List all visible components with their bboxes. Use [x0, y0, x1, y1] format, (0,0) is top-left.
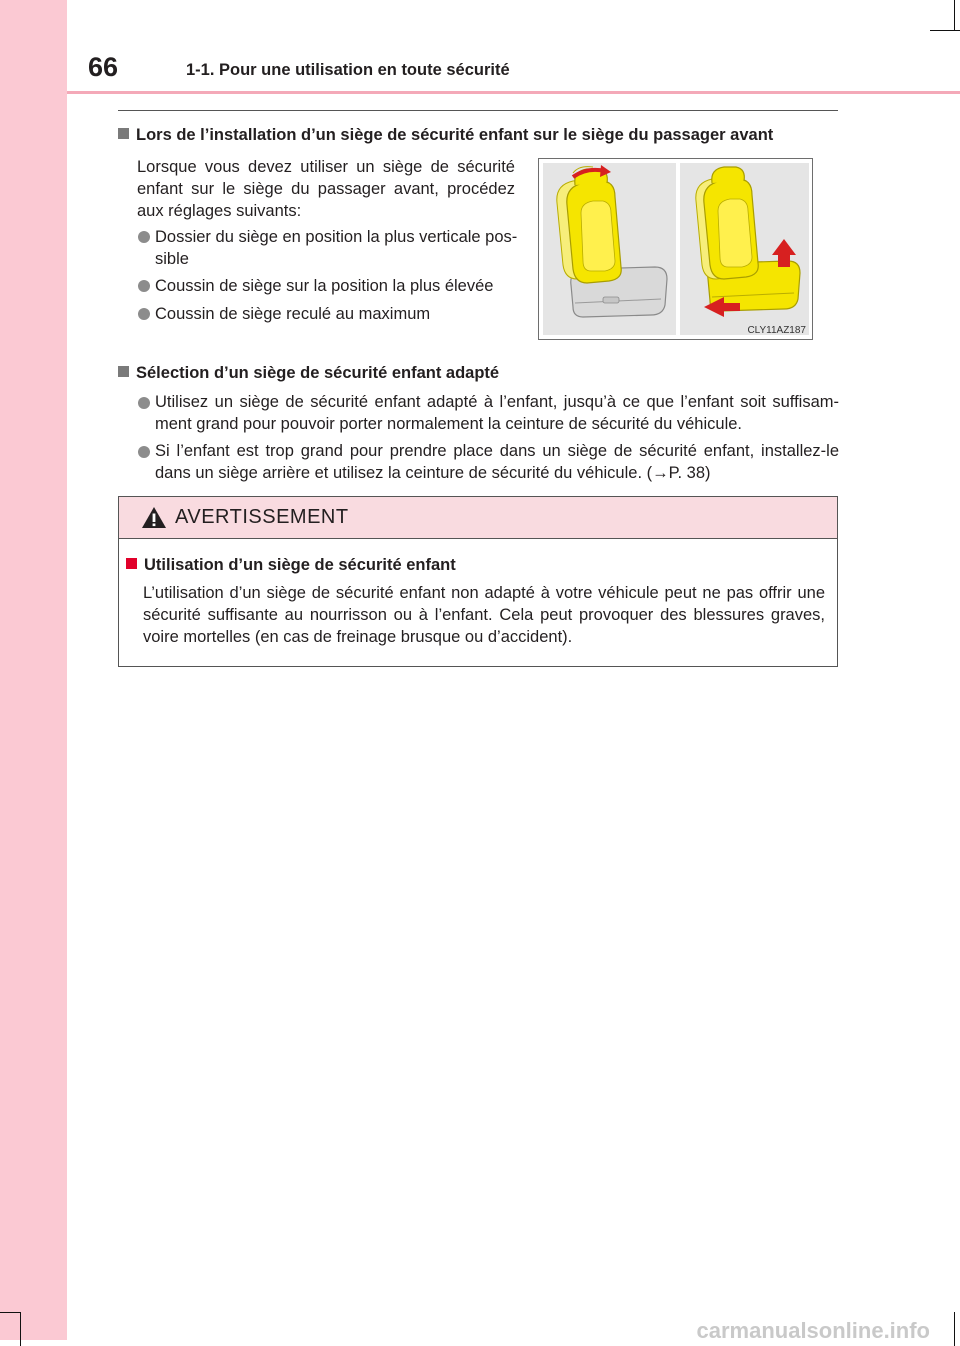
crop-mark	[954, 1312, 955, 1346]
list-item: Coussin de siège reculé au maximum	[155, 305, 431, 323]
seat-adjustment-figure	[538, 158, 813, 340]
seat-cushion-raised-illustration	[680, 163, 809, 335]
seat-backrest-upright-illustration	[543, 163, 676, 335]
round-bullet-icon	[138, 308, 150, 320]
crop-mark	[930, 30, 960, 31]
square-bullet-icon	[118, 366, 129, 377]
warning-header	[119, 497, 837, 539]
crop-mark	[0, 1312, 20, 1313]
warning-paragraph: L’utilisation d’un siège de sécurité enfant non adapté à votre véhicule peut ne pas offrir une sécurité suffisante au nourrisson ou à l’enfant. Cela peut provoquer des blessures graves, voire mortelles (en cas de freinage brusque ou d’accident).	[143, 584, 825, 646]
list-item: Dossier du siège en position la plus verticale pos- sible	[155, 228, 518, 268]
crop-mark	[954, 0, 955, 30]
figure-caption: CLY11AZ187	[747, 325, 806, 336]
red-square-bullet-icon	[126, 558, 137, 569]
figure-panel-left	[543, 163, 676, 335]
section-heading-seat-selection: Sélection d’un siège de sécurité enfant adapté	[118, 364, 499, 383]
list-item: Coussin de siège sur la position la plus élevée	[155, 277, 494, 295]
list-item: Utilisez un siège de sécurité enfant adapté à l’enfant, jusqu’à ce que l’enfant soit suffisam- ment grand pour pouvoir porter normalement la ceinture de sécurité du véhicule.	[155, 393, 839, 433]
section-heading-front-seat: Lors de l’installation d’un siège de sécurité enfant sur le siège du passager avant	[118, 126, 773, 145]
round-bullet-icon	[138, 446, 150, 458]
warning-subheading: Utilisation d’un siège de sécurité enfant	[126, 556, 456, 575]
warning-triangle-icon	[141, 506, 167, 529]
content-top-rule	[118, 110, 838, 111]
warning-title: AVERTISSEMENT	[175, 506, 349, 528]
watermark: carmanualsonline.info	[696, 1318, 930, 1343]
square-bullet-icon	[118, 128, 129, 139]
warning-box	[118, 496, 838, 667]
header-rule	[67, 91, 960, 94]
round-bullet-icon	[138, 280, 150, 292]
crop-mark	[20, 1312, 21, 1346]
round-bullet-icon	[138, 231, 150, 243]
page-side-tab	[0, 0, 67, 1340]
intro-paragraph: Lorsque vous devez utiliser un siège de sécurité enfant sur le siège du passager avant, procédez aux réglages suivants:	[137, 158, 515, 220]
section-title: 1-1. Pour une utilisation en toute sécurité	[186, 61, 510, 79]
list-item: Si l’enfant est trop grand pour prendre place dans un siège de sécurité enfant, installez-le dans un siège arrière et utilisez la ceinture de sécurité du véhicule. (→P. 38)	[155, 442, 839, 482]
figure-panel-right	[680, 163, 809, 335]
page-number: 66	[88, 52, 119, 82]
round-bullet-icon	[138, 397, 150, 409]
